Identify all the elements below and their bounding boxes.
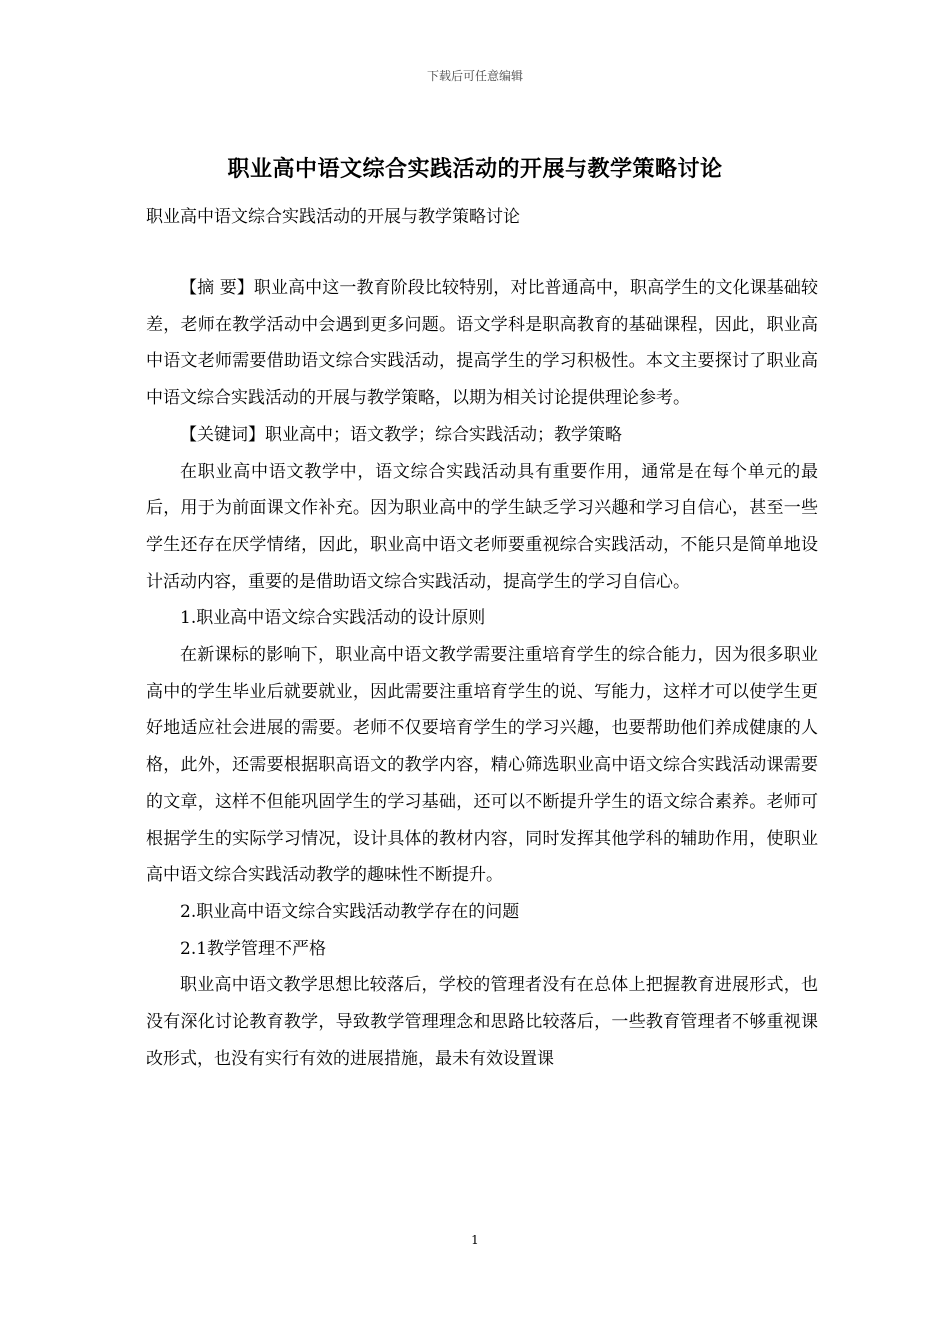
section-heading-1: 1.职业高中语文综合实践活动的设计原则 [180,608,486,629]
document-title: 职业高中语文综合实践活动的开展与教学策略讨论 [227,156,723,182]
subsection-2-1-paragraph: 职业高中语文教学思想比较落后，学校的管理者没有在总体上把握教育进展形式，也没有深化讨论教育教学，导致教学管理理念和思路比较落后，一些教育管理者不够重视课改形式，也没有实行有效的进展措施，最未有效设置课 [146,975,818,1069]
subsection-heading-2-1: 2.1教学管理不严格 [180,938,327,959]
intro-paragraph: 在职业高中语文教学中，语文综合实践活动具有重要作用，通常是在每个单元的最后，用于为前面课文作补充。因为职业高中的学生缺乏学习兴趣和学习自信心，甚至一些学生还存在厌学情绪，因此，职业高中语文老师要重视综合实践活动，不能只是简单地设计活动内容，重要的是借助语文综合实践活动，提高学生的学习自信心。 [146,461,818,592]
document-body [146,270,818,1077]
keywords-paragraph: 【关键词】职业高中；语文教学；综合实践活动；教学策略 [180,424,622,445]
abstract-paragraph: 【摘 要】职业高中这一教育阶段比较特别，对比普通高中，职高学生的文化课基础较差，老师在教学活动中会遇到更多问题。语文学科是职高教育的基础课程，因此，职业高中语文老师需要借助语文综合实践活动，提高学生的学习积极性。本文主要探讨了职业高中语文综合实践活动的开展与教学策略，以期为相关讨论提供理论参考。 [146,278,818,409]
header-note: 下载后可任意编辑 [426,69,523,83]
page-number: 1 [471,1233,479,1247]
section-1-paragraph: 在新课标的影响下，职业高中语文教学需要注重培育学生的综合能力，因为很多职业高中的学生毕业后就要就业，因此需要注重培育学生的说、写能力，这样才可以使学生更好地适应社会进展的需要。老师不仅要培育学生的学习兴趣，也要帮助他们养成健康的人格，此外，还需要根据职高语文的教学内容，精心筛选职业高中语文综合实践活动课需要的文章，这样不但能巩固学生的学习基础，还可以不断提升学生的语文综合素养。老师可根据学生的实际学习情况，设计具体的教材内容，同时发挥其他学科的辅助作用，使职业高中语文综合实践活动教学的趣味性不断提升。 [146,645,818,886]
document-subtitle: 职业高中语文综合实践活动的开展与教学策略讨论 [146,207,520,227]
section-heading-2: 2.职业高中语文综合实践活动教学存在的问题 [180,901,520,922]
